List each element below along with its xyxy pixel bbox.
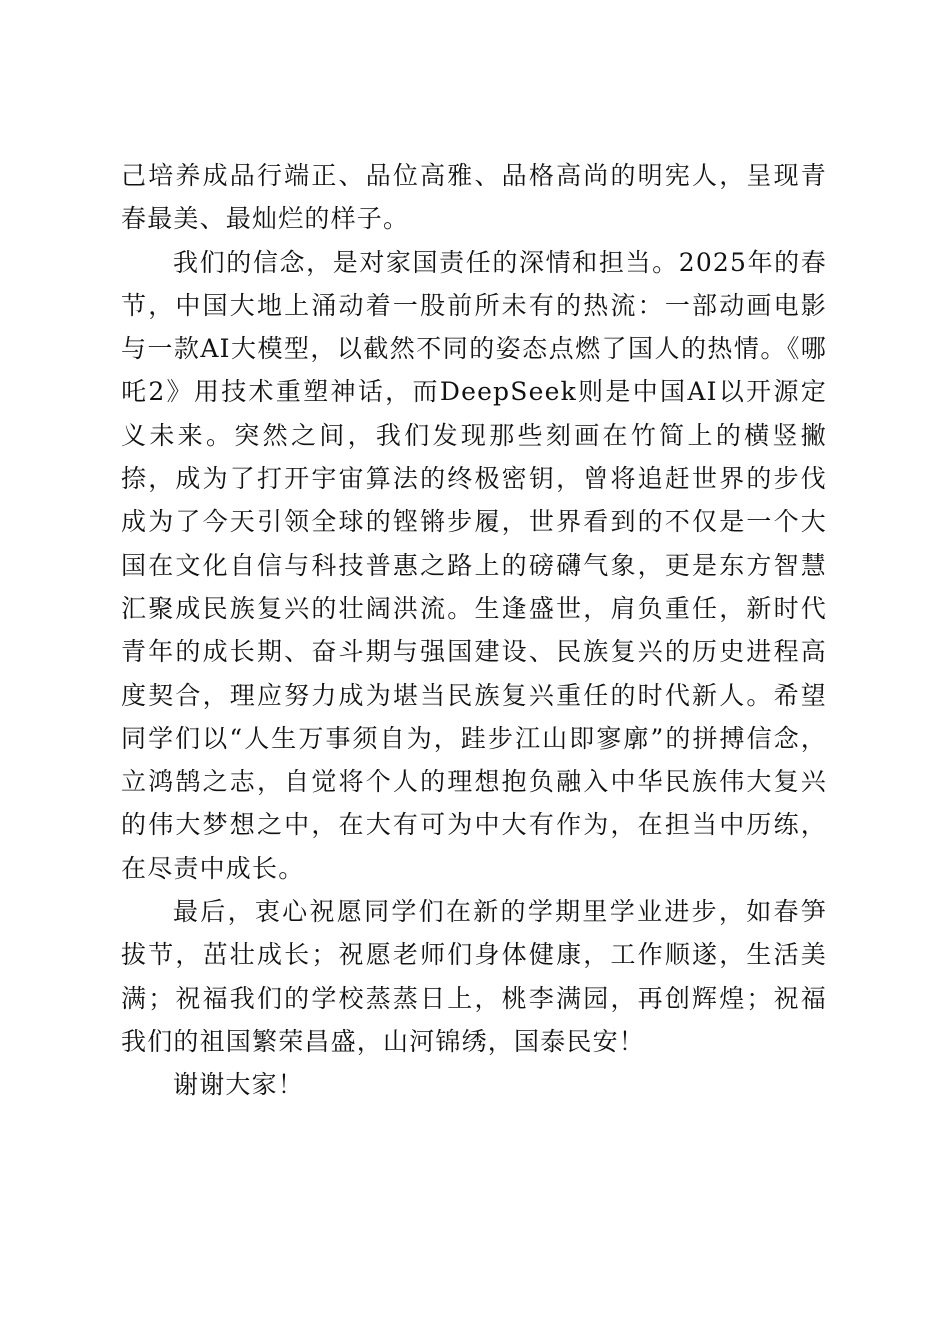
paragraph-continuation: 己培养成品行端正、品位高雅、品格高尚的明宪人，呈现青春最美、最灿烂的样子。 xyxy=(121,161,827,234)
paragraph-wishes: 最后，衷心祝愿同学们在新的学期里学业进步，如春笋拔节，茁壮成长；祝愿老师们身体健康，工作顺遂，生活美满；祝福我们的学校蒸蒸日上，桃李满园，再创辉煌；祝福我们的祖国繁荣昌盛，山河锦绣，国泰民安！ xyxy=(121,897,827,1056)
paragraph-belief: 我们的信念，是对家国责任的深情和担当。2025年的春节，中国大地上涌动着一股前所未有的热流：一部动画电影与一款AI大模型，以截然不同的姿态点燃了国人的热情。《哪吒2》用技术重塑神话，而DeepSeek则是中国AI以开源定义未来。突然之间，我们发现那些刻画在竹简上的横竖撇捺，成为了打开宇宙算法的终极密钥，曾将追赶世界的步伐成为了今天引领全球的铿锵步履，世界看到的不仅是一个大国在文化自信与科技普惠之路上的磅礴气象，更是东方智慧汇聚成民族复兴的壮阔洪流。生逢盛世，肩负重任，新时代青年的成长期、奋斗期与强国建设、民族复兴的历史进程高度契合，理应努力成为堪当民族复兴重任的时代新人。希望同学们以“人生万事须自为，跬步江山即寥廓”的拼搏信念，立鸿鹄之志，自觉将个人的理想抱负融入中华民族伟大复兴的伟大梦想之中，在大有可为中大有作为，在担当中历练，在尽责中成长。 xyxy=(121,247,827,883)
document-body xyxy=(121,154,827,1107)
paragraph-thanks: 谢谢大家！ xyxy=(173,1070,305,1100)
